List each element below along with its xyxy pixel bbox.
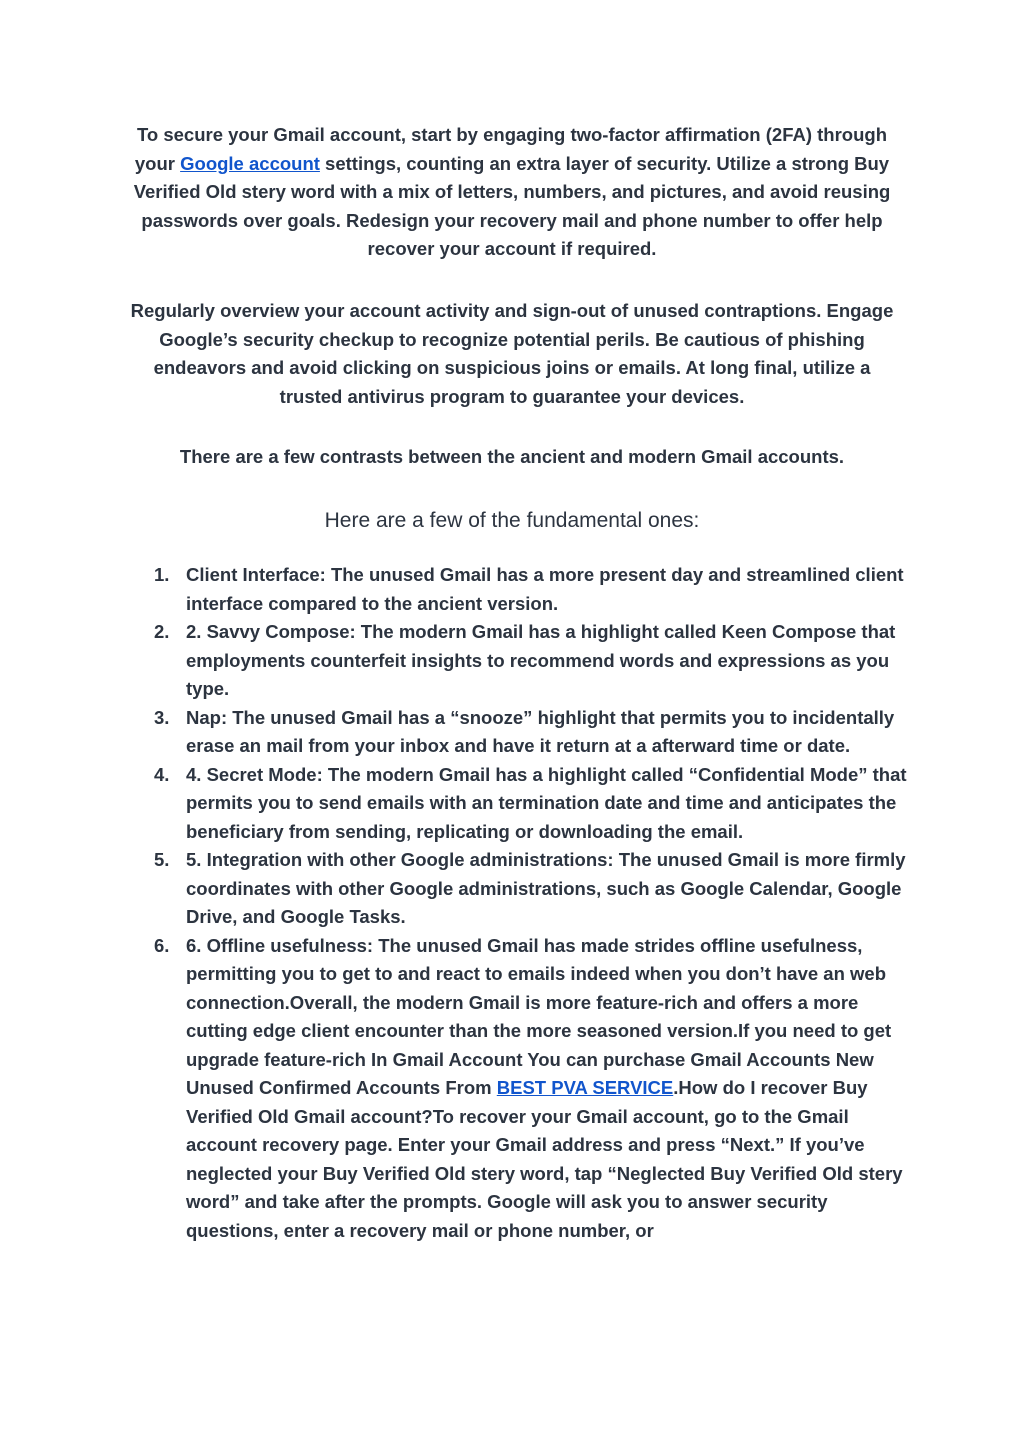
- list-item: [150, 618, 910, 704]
- list-item: [150, 561, 910, 618]
- best-pva-service-link[interactable]: BEST PVA SERVICE: [496, 1077, 674, 1098]
- list-item-number: 5.: [154, 849, 170, 870]
- paragraph-2fa-text-end: settings, counting an extra layer of security. Utilize a strong Buy Verified Old stery word with a mix of letters, numbers, and pictures, and avoid reusing passwords over goals. Redesign your recovery mail and phone number to offer help recover your account if required.: [133, 152, 891, 260]
- list-item: [150, 932, 910, 1246]
- list-item: [150, 846, 910, 932]
- list-item-number: 6.: [154, 934, 170, 956]
- list-item-text-start: 6. Offline usefulness: The unused Gmail has made strides offline usefulness, permitting you to get to and react to emails indeed when you don’t have an web connection.Overall, the modern Gmail is more feature-rich and offers a more cutting edge client encounter than the more seasoned version.If you need to get upgrade feature-rich In Gmail Account You can purchase Gmail Accounts New Unused Confirmed Accounts From: [186, 934, 892, 1098]
- list-item-number: 4.: [154, 763, 170, 785]
- paragraph-account-activity: Regularly overview your account activity and sign-out of unused contraptions. Engage Google’s security checkup to recognize potential perils. Be cautious of phishing endeavors and avoid clicking on suspicious joins or emails. At long final, utilize a trusted antivirus program to guarantee your devices.: [130, 300, 894, 407]
- paragraph-2fa-text-start: To secure your Gmail account, start by engaging two-factor affirmation (2FA) through your: [134, 124, 887, 174]
- list-item-text: 5. Integration with other Google administrations: The unused Gmail is more firmly coordinates with other Google administrations, such as Google Calendar, Google Drive, and Google Tasks.: [186, 849, 906, 927]
- section-heading: Here are a few of the fundamental ones:: [324, 509, 700, 532]
- list-item-number: 2.: [154, 621, 170, 642]
- list-item-text: 2. Savvy Compose: The modern Gmail has a highlight called Keen Compose that employments counterfeit insights to recommend words and expressions as you type.: [186, 621, 896, 699]
- paragraph-2fa: [120, 121, 904, 264]
- list-item-text-end: .How do I recover Buy Verified Old Gmail account?To recover your Gmail account, go to the Gmail account recovery page. Enter your Gmail address and press “Next.” If you’ve neglected your Buy Verified Old stery word, tap “Neglected Buy Verified Old stery word” and take after the prompts. Google will ask you to answer security questions, enter a recovery mail or phone number, or: [186, 1077, 903, 1241]
- list-item-number: 1.: [154, 564, 170, 585]
- list-item: [150, 704, 910, 761]
- paragraph-contrasts: There are a few contrasts between the ancient and modern Gmail accounts.: [179, 446, 845, 467]
- list-item-number: 3.: [154, 706, 170, 728]
- list-item: [150, 761, 910, 847]
- list-item-text: Client Interface: The unused Gmail has a more present day and streamlined client interface compared to the ancient version.: [186, 564, 904, 614]
- google-account-link[interactable]: Google account: [180, 152, 320, 174]
- list-item-text: Nap: The unused Gmail has a “snooze” highlight that permits you to incidentally erase an mail from your inbox and have it return at a afterward time or date.: [186, 706, 895, 756]
- list-item-text: 4. Secret Mode: The modern Gmail has a highlight called “Confidential Mode” that permits you to send emails with an termination date and time and anticipates the beneficiary from sending, replicating or downloading the email.: [186, 763, 907, 842]
- differences-list: [150, 561, 910, 1245]
